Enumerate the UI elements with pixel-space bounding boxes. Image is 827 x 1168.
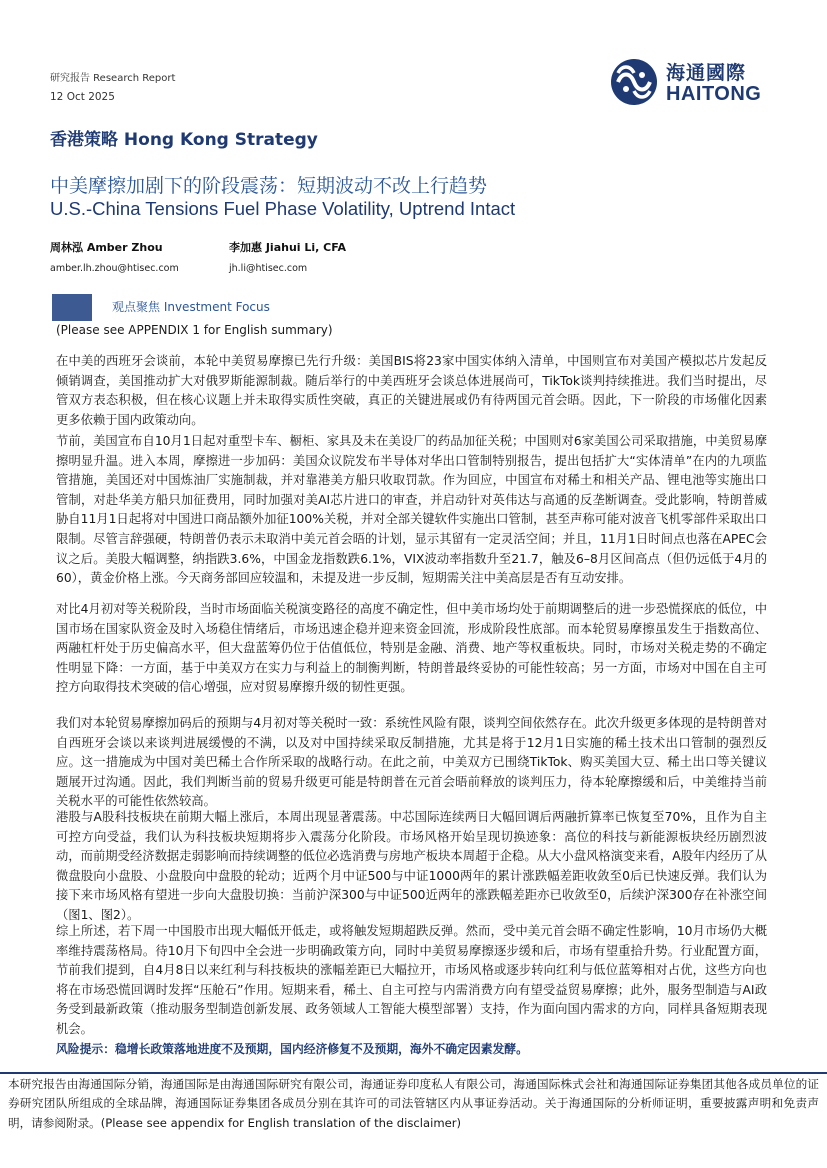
paragraph-1: 在中美的西班牙会谈前，本轮中美贸易摩擦已先行升级：美国BIS将23家中国实体纳入清单，中国则宣布对美国产模拟芯片发起反倾销调查，美国推动扩大对俄罗斯能源制裁。随后举行的中美西班牙会谈总体进展尚可，TikTok谈判持续推进。我们当时提出，尽管双方表态积极，但在核心议题上并未取得实质性突破，真正的关键进展或仍有待两国元首会晤。因此，下一阶段的市场催化因素更多依赖于国内政策动向。 [56, 354, 767, 427]
strategy-label: 香港策略 Hong Kong Strategy [50, 130, 318, 150]
author-1-email[interactable]: amber.lh.zhou@htisec.com [50, 263, 179, 274]
logo-cn-text: 海通國際 [666, 62, 747, 84]
focus-label: 观点聚焦 Investment Focus [112, 300, 270, 314]
paragraph-4: 我们对本轮贸易摩擦加码后的预期与4月初对等关税时一致：系统性风险有限，谈判空间依然存在。此次升级更多体现的是特朗普对自西班牙会谈以来谈判进展缓慢的不满，以及对中国持续采取反制措施，尤其是将于12月1日实施的稀土技术出口管制的强烈反应。这一措施成为中国对美巴稀土合作所采取的战略行动。在此之前，中美双方已围绕TikTok、购买美国大豆、稀土出口等关键议题展开过沟通。因此，我们判断当前的贸易升级更可能是特朗普在元首会晤前释放的谈判压力，待本轮摩擦缓和后，中美维持当前关税水平的可能性依然较高。 [56, 716, 767, 809]
author-2-name: 李加惠 Jiahui Li, CFA [229, 241, 347, 254]
paragraph-3: 对比4月初对等关税阶段，当时市场面临关税演变路径的高度不确定性，但中美市场均处于前期调整后的进一步恐慌探底的低位，中国市场在国家队资金及时入场稳住情绪后，市场迅速企稳并迎来资金回流，形成阶段性底部。而本轮贸易摩擦虽发生于指数高位、两融杠杆处于历史偏高水平，但大盘蓝筹仍位于估值低位，特别是金融、消费、地产等权重板块。同时，市场对关税走势的不确定性明显下降：一方面，基于中美双方在实力与利益上的制衡判断，特朗普最终妥协的可能性较高；另一方面，市场对中国在自主可控方向取得技术突破的信心增强，应对贸易摩擦升级的韧性更强。 [56, 602, 767, 695]
footer-divider [0, 1072, 827, 1074]
paragraph-5: 港股与A股科技板块在前期大幅上涨后，本周出现显著震荡。中芯国际连续两日大幅回调后两融折算率已恢复至70%，且作为自主可控方向受益，我们认为科技板块短期将步入震荡分化阶段。市场风格开始呈现切换迹象：高位的科技与新能源板块经历剧烈波动，而前期受经济数据走弱影响而持续调整的低位必选消费与房地产板块本周超于企稳。从大小盘风格演变来看，A股年内经历了从微盘股向小盘股、小盘股向中盘股的轮动；近两个月中证500与中证1000两年的累计涨跌幅差距收敛至0后已快速反弹。我们认为接下来市场风格有望进一步向大盘股切换：当前沪深300与中证500近两年的涨跌幅差距亦已收敛至0，后续沪深300存在补涨空间（图1、图2）。 [56, 810, 767, 922]
haitong-logo [608, 57, 778, 107]
footer-disclaimer: 本研究报告由海通国际分销，海通国际是由海通国际研究有限公司，海通证券印度私人有限公司，海通国际株式会社和海通国际证券集团其他各成员单位的证券研究团队所组成的全球品牌，海通国际证券集团各成员分别在其许可的司法管辖区内从事证券活动。关于海通国际的分析师证明，重要披露声明和免责声明，请参阅附录。(Please see appendix for English translation of the disclaimer) [8, 1077, 819, 1130]
haitong-emblem-icon [608, 57, 660, 107]
appendix-note: (Please see APPENDIX 1 for English summary) [56, 323, 333, 337]
author-1-name: 周林泓 Amber Zhou [50, 241, 163, 254]
paragraph-6: 综上所述，若下周一中国股市出现大幅低开低走，或将触发短期超跌反弹。然而，受中美元首会晤不确定性影响，10月市场仍大概率维持震荡格局。待10月下旬四中全会进一步明确政策方向，同时中美贸易摩擦逐步缓和后，市场有望重拾升势。行业配置方面，节前我们提到，自4月8日以来红利与科技板块的涨幅差距已大幅拉开，市场风格或逐步转向红利与低位蓝筹相对占优，这些方向也将在市场恐慌回调时发挥“压舱石”作用。短期来看，稀土、自主可控与内需消费方向有望受益贸易摩擦；此外，服务型制造与AI政务受到最新政策（推动服务型制造创新发展、政务领域人工智能大模型部署）支持，作为面向国内需求的方向，同样具备短期表现机会。 [56, 924, 767, 1036]
author-2-email[interactable]: jh.li@htisec.com [229, 263, 308, 274]
title-cn: 中美摩擦加剧下的阶段震荡：短期波动不改上行趋势 [50, 175, 488, 197]
focus-square-icon [52, 294, 92, 321]
title-en: U.S.-China Tensions Fuel Phase Volatility, Uptrend Intact [50, 198, 516, 219]
logo-en-text: HAITONG [666, 83, 762, 105]
risk-warning: 风险提示：稳增长政策落地进度不及预期，国内经济修复不及预期，海外不确定因素发酵。 [56, 1042, 528, 1056]
paragraph-2: 节前，美国宣布自10月1日起对重型卡车、橱柜、家具及未在美设厂的药品加征关税；中国则对6家美国公司采取措施，中美贸易摩擦明显升温。进入本周，摩擦进一步加码：美国众议院发布半导体对华出口管制特别报告，提出包括扩大“实体清单”在内的九项监管措施，美国还对中国炼油厂实施制裁，并对靠港美方船只收取罚款。作为回应，中国宣布对稀土和相关产品、锂电池等实施出口管制，对赴华美方船只加征费用，同时加强对美AI芯片进口的审查，并启动针对英伟达与高通的反垄断调查。受此影响，特朗普威胁自11月1日起将对中国进口商品额外加征100%关税，并对全部关键软件实施出口管制，甚至声称可能对波音飞机零部件采取出口限制。尽管言辞强硬，特朗普仍表示未取消中美元首会晤的计划，显示其留有一定灵活空间；并且，11月1日时间点也落在APEC会议之后。美股大幅调整，纳指跌3.6%，中国金龙指数跌6.1%，VIX波动率指数升至21.7，触及6–8月区间高点（但仍远低于4月的60），黄金价格上涨。今天商务部回应较温和，未提及进一步反制，短期需关注中美高层是否有互动安排。 [56, 434, 767, 586]
report-date: 12 Oct 2025 [50, 91, 115, 103]
report-type: 研究报告 Research Report [50, 73, 176, 84]
